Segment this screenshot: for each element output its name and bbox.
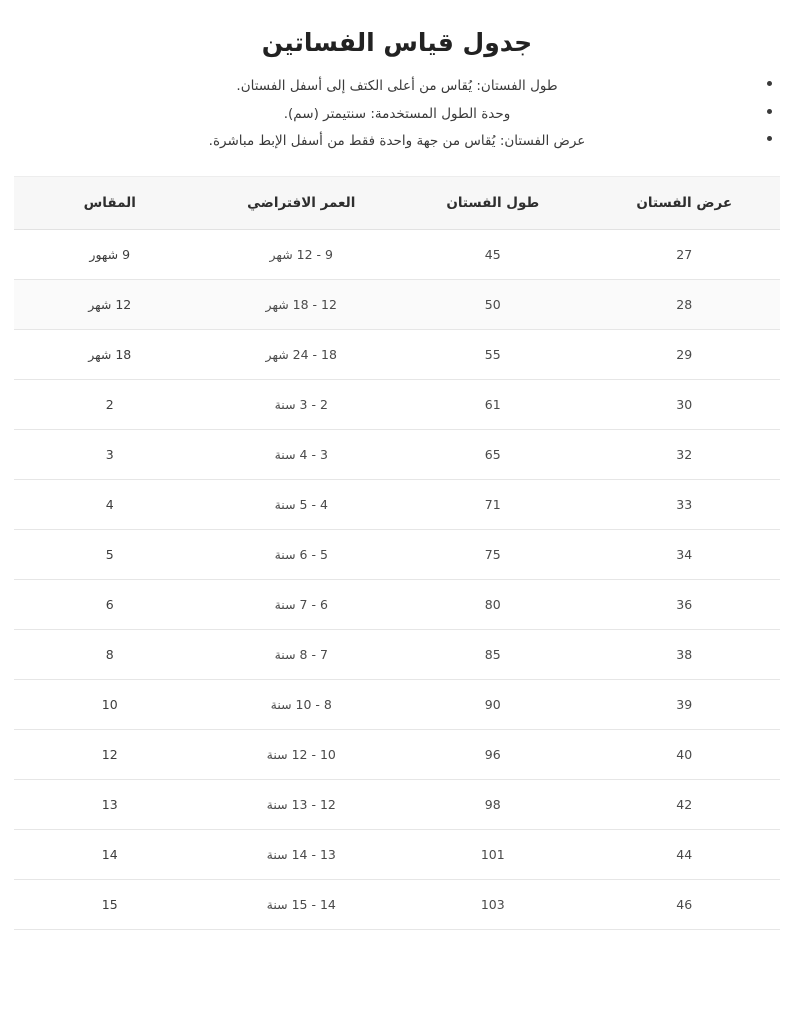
cell-length: 71 (397, 479, 589, 529)
cell-width: 29 (589, 329, 781, 379)
page-title: جدول قياس الفساتين (261, 28, 533, 57)
cell-length: 50 (397, 279, 589, 329)
table-row (14, 579, 780, 629)
cell-size: 13 (14, 779, 206, 829)
cell-width: 44 (589, 829, 781, 879)
table-header-row (14, 176, 780, 229)
cell-size: 14 (14, 829, 206, 879)
cell-age: 14 - 15 سنة (206, 879, 398, 929)
cell-length: 85 (397, 629, 589, 679)
column-header-size: المقاس (14, 176, 206, 229)
table-row (14, 629, 780, 679)
cell-length: 55 (397, 329, 589, 379)
note-item (22, 103, 772, 127)
cell-length: 75 (397, 529, 589, 579)
cell-size: 18 شهر (14, 329, 206, 379)
cell-age: 13 - 14 سنة (206, 829, 398, 879)
cell-size: 12 (14, 729, 206, 779)
cell-width: 36 (589, 579, 781, 629)
table-row (14, 429, 780, 479)
cell-width: 32 (589, 429, 781, 479)
cell-width: 38 (589, 629, 781, 679)
table-row (14, 279, 780, 329)
cell-length: 61 (397, 379, 589, 429)
cell-age: 8 - 10 سنة (206, 679, 398, 729)
cell-width: 34 (589, 529, 781, 579)
cell-width: 33 (589, 479, 781, 529)
note-text: عرض الفستان: يُقاس من جهة واحدة فقط من أسفل الإبط مباشرة. (208, 133, 586, 150)
bullet-icon (767, 136, 772, 141)
cell-age: 2 - 3 سنة (206, 379, 398, 429)
cell-size: 6 (14, 579, 206, 629)
cell-width: 28 (589, 279, 781, 329)
table-row (14, 879, 780, 929)
bullet-icon (767, 81, 772, 86)
cell-size: 8 (14, 629, 206, 679)
table-row (14, 379, 780, 429)
cell-length: 103 (397, 879, 589, 929)
note-item (22, 75, 772, 99)
table-row (14, 229, 780, 279)
cell-age: 4 - 5 سنة (206, 479, 398, 529)
size-table-container (0, 176, 794, 930)
cell-age: 6 - 7 سنة (206, 579, 398, 629)
note-text: طول الفستان: يُقاس من أعلى الكتف إلى أسفل الفستان. (236, 78, 558, 94)
cell-length: 98 (397, 779, 589, 829)
cell-size: 12 شهر (14, 279, 206, 329)
cell-size: 5 (14, 529, 206, 579)
table-header (14, 176, 780, 229)
table-row (14, 779, 780, 829)
size-chart-page (0, 28, 794, 930)
note-text: وحدة الطول المستخدمة: سنتيمتر (سم). (283, 105, 511, 122)
cell-age: 12 - 13 سنة (206, 779, 398, 829)
table-row (14, 829, 780, 879)
column-header-age: العمر الافتراضي (206, 176, 398, 229)
cell-age: 9 - 12 شهر (206, 229, 398, 279)
note-item (22, 130, 772, 154)
cell-age: 5 - 6 سنة (206, 529, 398, 579)
cell-age: 10 - 12 سنة (206, 729, 398, 779)
cell-size: 10 (14, 679, 206, 729)
cell-length: 96 (397, 729, 589, 779)
table-row (14, 329, 780, 379)
table-row (14, 529, 780, 579)
size-table (14, 176, 780, 930)
bullet-icon (767, 109, 772, 114)
cell-size: 15 (14, 879, 206, 929)
cell-width: 30 (589, 379, 781, 429)
cell-age: 18 - 24 شهر (206, 329, 398, 379)
table-row (14, 729, 780, 779)
notes-list (0, 75, 794, 154)
cell-width: 42 (589, 779, 781, 829)
cell-width: 39 (589, 679, 781, 729)
cell-length: 80 (397, 579, 589, 629)
table-row (14, 679, 780, 729)
cell-size: 4 (14, 479, 206, 529)
cell-length: 101 (397, 829, 589, 879)
column-header-width: عرض الفستان (589, 176, 781, 229)
column-header-length: طول الفستان (397, 176, 589, 229)
table-row (14, 479, 780, 529)
table-body (14, 229, 780, 929)
cell-width: 46 (589, 879, 781, 929)
cell-size: 3 (14, 429, 206, 479)
cell-size: 2 (14, 379, 206, 429)
cell-age: 12 - 18 شهر (206, 279, 398, 329)
cell-length: 65 (397, 429, 589, 479)
cell-width: 40 (589, 729, 781, 779)
cell-length: 45 (397, 229, 589, 279)
cell-age: 7 - 8 سنة (206, 629, 398, 679)
cell-size: 9 شهور (14, 229, 206, 279)
cell-width: 27 (589, 229, 781, 279)
cell-length: 90 (397, 679, 589, 729)
cell-age: 3 - 4 سنة (206, 429, 398, 479)
